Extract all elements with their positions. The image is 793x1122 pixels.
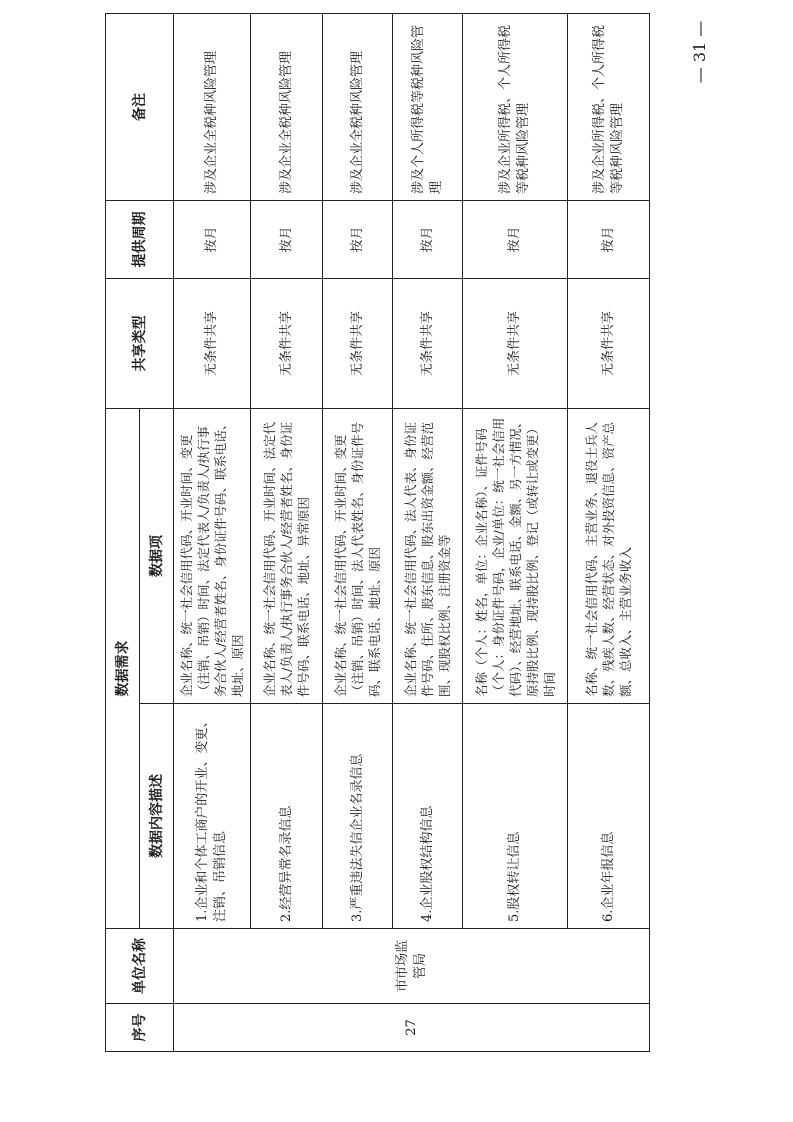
row-desc: 1.企业和个体工商户的开业、变更、注销、吊销信息	[174, 704, 251, 929]
header-period: 提供周期	[106, 201, 174, 279]
table-row	[323, 14, 393, 1052]
header-data-need: 数据需求	[106, 409, 140, 929]
row-share-type: 无条件共享	[174, 279, 251, 409]
row-items: 名称（个人：姓名，单位：企业名称）、证件号码（个人：身份证件号码，企业/单位：统一社会信用代码）、经营地址、联系电话、金额、另一方情况、原持股比例、现持股比例、登记（或转让或变更）时间	[463, 409, 568, 704]
data-requirements-table	[105, 13, 650, 1052]
header-seq: 序号	[106, 1004, 174, 1052]
row-desc: 3.严重违法失信企业名录信息	[323, 704, 393, 929]
row-remark: 涉及企业全税种风险管理	[174, 14, 251, 201]
header-content-desc: 数据内容描述	[140, 704, 174, 929]
row-share-type: 无条件共享	[323, 279, 393, 409]
page-number: — 31 —	[690, 20, 709, 84]
table-row	[393, 14, 463, 1052]
row-period: 按月	[568, 201, 650, 279]
row-desc: 5.股权转让信息	[463, 704, 568, 929]
row-items: 企业名称、统一社会信用代码、开业时间、变更（注销、吊销）时间、法人代表姓名、身份证件号码、联系电话、地址、原因	[323, 409, 393, 704]
row-period: 按月	[393, 201, 463, 279]
row-items: 企业名称、统一社会信用代码、开业时间、法定代表人/负责人/执行事务合伙人/经营者姓名、身份证件号码、联系电话、地址、异常原因	[251, 409, 323, 704]
row-period: 按月	[323, 201, 393, 279]
row-desc: 4.企业股权结构信息	[393, 704, 463, 929]
table-row	[568, 14, 650, 1052]
header-unit: 单位名称	[106, 929, 174, 1004]
row-share-type: 无条件共享	[393, 279, 463, 409]
row-share-type: 无条件共享	[568, 279, 650, 409]
row-desc: 2.经营异常名录信息	[251, 704, 323, 929]
row-desc: 6.企业年报信息	[568, 704, 650, 929]
header-data-items: 数据项	[140, 409, 174, 704]
table-row	[174, 14, 251, 1052]
table-row	[251, 14, 323, 1052]
row-remark: 涉及企业所得税、个人所得税等税种风险管理	[568, 14, 650, 201]
table-row	[463, 14, 568, 1052]
row-period: 按月	[463, 201, 568, 279]
group-unit: 市市场监管局	[174, 929, 650, 1004]
row-items: 名称、统一社会信用代码、主营业务、退役士兵人数、残疾人数、经营状态、对外投资信息、资产总额、总收入、主营业务收入	[568, 409, 650, 704]
row-remark: 涉及企业全税种风险管理	[251, 14, 323, 201]
row-remark: 涉及个人所得税等税种风险管理	[393, 14, 463, 201]
row-remark: 涉及企业全税种风险管理	[323, 14, 393, 201]
row-items: 企业名称、统一社会信用代码、法人代表、身份证件号码、住所、股东信息、股东出资金额、经营范围、现股权比例、注册资金等	[393, 409, 463, 704]
row-period: 按月	[251, 201, 323, 279]
row-period: 按月	[174, 201, 251, 279]
group-seq: 27	[174, 1004, 650, 1052]
header-remark: 备注	[106, 14, 174, 201]
row-share-type: 无条件共享	[251, 279, 323, 409]
row-remark: 涉及企业所得税、个人所得税等税种风险管理	[463, 14, 568, 201]
header-share-type: 共享类型	[106, 279, 174, 409]
row-items: 企业名称、统一社会信用代码、开业时间、变更（注销、吊销）时间、法定代表人/负责人/执行事务合伙人/经营者姓名、身份证件号码、联系电话、地址、原因	[174, 409, 251, 704]
row-share-type: 无条件共享	[463, 279, 568, 409]
